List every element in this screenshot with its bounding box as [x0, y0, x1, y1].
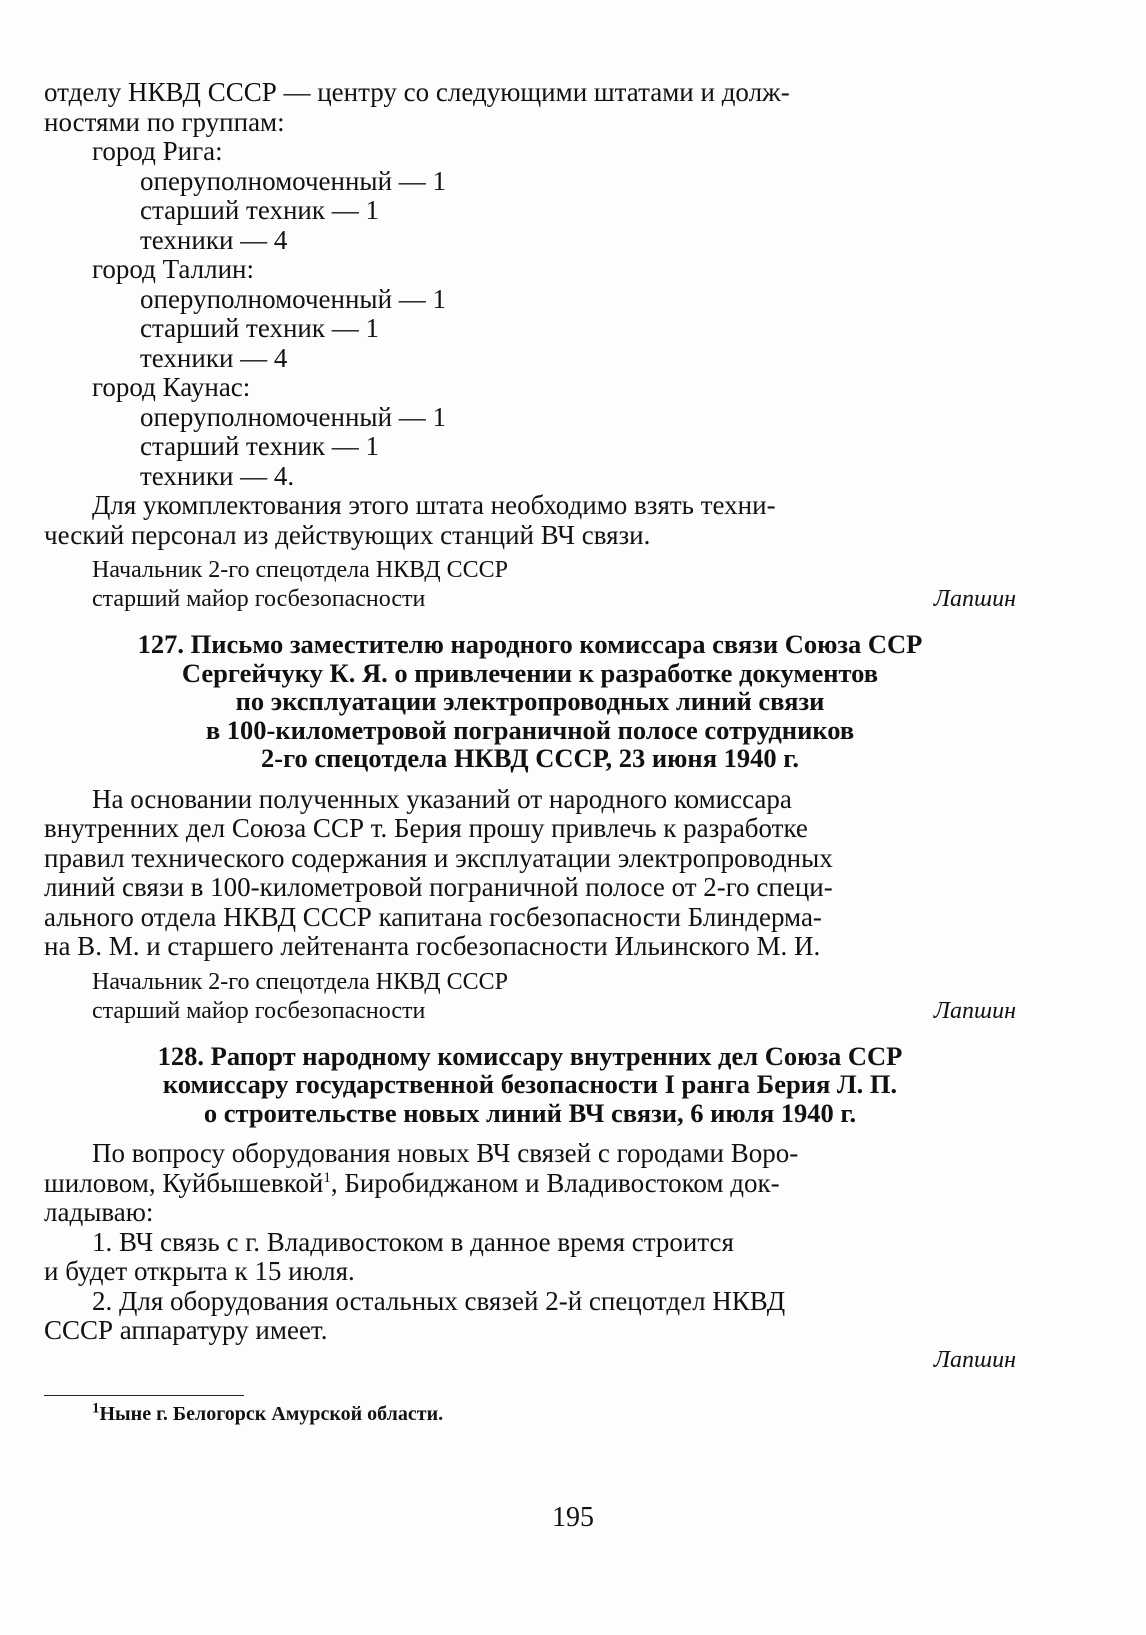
doc-127-body: [44, 785, 1016, 962]
doc-128-item-1: [44, 1228, 1016, 1287]
doc-128-p1-line-3: ладываю:: [44, 1197, 154, 1227]
doc-128-p1-line-2b: , Биробиджаном и Владивостоком док-: [330, 1167, 780, 1198]
city-kaunas: город Каунас:: [92, 372, 251, 402]
kaunas-item-2: старший техник — 1: [140, 431, 379, 461]
doc-128-heading-line-1: 128. Рапорт народному комиссару внутренних дел Союза ССР: [157, 1040, 903, 1071]
doc-128-item-1-line-1: 1. ВЧ связь с г. Владивостоком в данное время строится: [92, 1226, 734, 1257]
doc-127-heading-line-4: в 100-километровой пограничной полосе сотрудников: [205, 714, 855, 745]
doc-127-body-line-5: ального отдела НКВД СССР капитана госбезопасности Блиндерма-: [44, 901, 822, 932]
doc-128-p1-line-2: [44, 1169, 1016, 1199]
city-tallinn: город Таллин:: [92, 254, 254, 284]
city-riga: город Рига:: [92, 136, 223, 166]
doc-127-body-line-2: внутренних дел Союза ССР т. Берия прошу привлечь к разработке: [44, 813, 808, 843]
footnote-marker: 1: [92, 1399, 100, 1416]
staffing-paragraph: [44, 491, 1016, 550]
riga-item-1: оперуполномоченный — 1: [140, 165, 447, 196]
signature-block-1: [44, 556, 1016, 614]
intro-line-1: отделу НКВД СССР — центру со следующими штатами и долж-: [44, 77, 790, 107]
doc-127-heading-line-5: 2-го спецотдела НКВД СССР, 23 июня 1940 г.: [261, 743, 799, 773]
signature-1-title-1: Начальник 2-го спецотдела НКВД СССР: [92, 557, 508, 583]
footnote: [44, 1399, 1016, 1426]
doc-128-heading: [44, 1042, 1016, 1128]
riga-item-2: старший техник — 1: [140, 195, 379, 225]
page-number: 195: [552, 1502, 594, 1533]
tallinn-item-3: техники — 4: [140, 342, 288, 373]
doc-127-heading: [44, 630, 1016, 773]
doc-128-item-1-line-2: и будет открыта к 15 июля.: [44, 1256, 355, 1286]
tallinn-item-2: старший техник — 1: [140, 313, 379, 343]
doc-128-item-2: [44, 1287, 1016, 1346]
doc-128-heading-line-3: о строительстве новых линий ВЧ связи, 6 июля 1940 г.: [203, 1097, 857, 1128]
doc-128-item-2-line-1: 2. Для оборудования остальных связей 2-й спецотдел НКВД: [92, 1285, 786, 1316]
footnote-divider: [44, 1395, 244, 1396]
book-page: [44, 78, 1016, 1426]
doc-128-item-2-line-2: СССР аппаратуру имеет.: [44, 1315, 328, 1345]
tallinn-item-1: оперуполномоченный — 1: [140, 283, 447, 314]
kaunas-item-3: техники — 4.: [140, 460, 295, 491]
signature-1-name: Лапшин: [933, 586, 1016, 612]
doc-127-body-line-6: на В. М. и старшего лейтенанта госбезопасности Ильинского М. И.: [44, 931, 821, 961]
signature-2-title-1: Начальник 2-го спецотдела НКВД СССР: [92, 968, 508, 995]
footnote-text: Ныне г. Белогорск Амурской области.: [99, 1402, 444, 1425]
riga-item-3: техники — 4: [140, 224, 288, 255]
signature-block-2: [44, 968, 1016, 1026]
doc-127-body-line-3: правил технического содержания и эксплуатации электропроводных: [44, 842, 833, 873]
doc-128-paragraph-1: [44, 1139, 1016, 1228]
staffing-line-1: Для укомплектования этого штата необходимо взять техни-: [92, 490, 776, 520]
signature-1-title-2: старший майор госбезопасности: [92, 586, 426, 612]
doc-128-p1-line-1: По вопросу оборудования новых ВЧ связей с городами Воро-: [92, 1138, 799, 1168]
doc-127-body-line-4: линий связи в 100-километровой пограничной полосе от 2-го специ-: [44, 872, 833, 902]
doc-127-body-line-1: На основании полученных указаний от народного комиссара: [92, 783, 792, 814]
signature-2-title-2: старший майор госбезопасности: [92, 997, 426, 1024]
doc-128-heading-line-2: комиссару государственной безопасности I ранга Берия Л. П.: [162, 1069, 898, 1099]
doc-128-signature-name: Лапшин: [933, 1346, 1016, 1373]
intro-line-2: ностями по группам:: [44, 106, 285, 137]
intro-paragraph: [44, 78, 1016, 137]
kaunas-item-1: оперуполномоченный — 1: [140, 401, 447, 432]
doc-127-heading-line-1: 127. Письмо заместителю народного комиссара связи Союза ССР: [137, 629, 923, 659]
doc-127-heading-line-2: Сергейчуку К. Я. о привлечении к разработке документов: [181, 657, 879, 688]
doc-128-p1-line-2a: шиловом, Куйбышевкой: [44, 1167, 324, 1198]
doc-127-heading-line-3: по эксплуатации электропроводных линий связи: [235, 686, 825, 716]
signature-2-name: Лапшин: [933, 997, 1016, 1024]
footnote-reference: 1: [323, 1169, 331, 1186]
city-groups: [44, 137, 1016, 491]
staffing-line-2: ческий персонал из действующих станций ВЧ связи.: [44, 519, 651, 550]
